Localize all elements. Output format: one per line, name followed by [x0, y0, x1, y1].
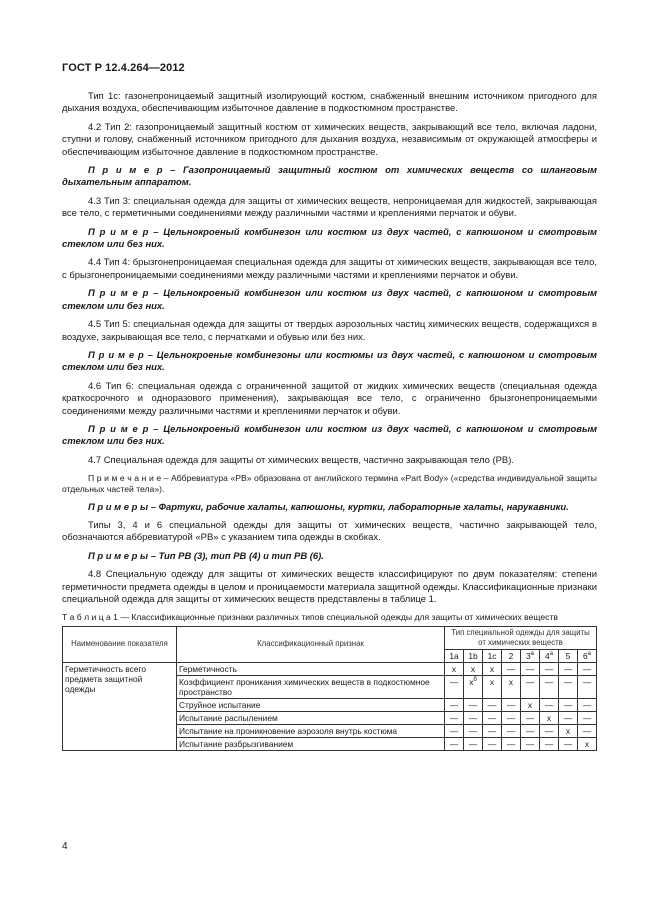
note: П р и м е ч а н и е – Аббревиатура «PB» образована от английского термина «Part Body» («средства индивидуальной защиты отдельных частей тела»). [62, 473, 597, 495]
table-cell-value: — [445, 737, 464, 750]
table-header-name: Наименование показателя [63, 626, 177, 662]
paragraph: 4.7 Специальная одежда для защиты от химических веществ, частично закрывающая тело (PB). [88, 454, 514, 466]
example: П р и м е р ы – Тип PB (3), тип PB (4) и тип PB (6). [88, 550, 324, 562]
document-body [62, 91, 597, 751]
table-cell-value: — [540, 675, 559, 698]
table-cell-value: — [445, 675, 464, 698]
table-header-sign: Классификационный признак [177, 626, 445, 662]
type-header-5: 5 [559, 649, 578, 662]
table-cell-value: — [578, 675, 597, 698]
type-header-2: 2 [502, 649, 521, 662]
table-cell-value: — [540, 724, 559, 737]
example: П р и м е р – Цельнокроеный комбинезон или костюм из двух частей, с капюшоном и смотровым стеклом или без них. [62, 423, 597, 448]
table-cell-value: — [464, 737, 483, 750]
table-cell-value: — [445, 711, 464, 724]
table-cell-value: — [502, 711, 521, 724]
table-cell-value: — [502, 724, 521, 737]
paragraph: 4.2 Тип 2: газопроницаемый защитный костюм от химических веществ, закрывающий все тело, включая ладони, ступни и голову, снабженный источником пригодного для дыхания воздуха, независимым от окружающей атмосферы и обеспечивающим избыточное давление в подкостюмном пространстве. [62, 121, 597, 158]
table-cell-value: — [578, 711, 597, 724]
paragraph: 4.5 Тип 5: специальная одежда для защиты от твердых аэрозольных частиц химических веществ, содержащихся в воздухе, закрывающая все тело, с перчатками и обувью или без них. [62, 319, 597, 343]
table-group-label: Герметичность всего предмета защитной одежды [63, 662, 177, 750]
table-cell-value: x [540, 711, 559, 724]
table-cell-value: — [483, 711, 502, 724]
example: П р и м е р – Цельнокроеные комбинезоны или костюмы из двух частей, с капюшоном и смотровым стеклом или без них. [62, 349, 597, 374]
paragraph: 4.6 Тип 6: специальная одежда с ограниченной защитой от жидких химических веществ (специальная одежда краткосрочного и одноразового применения), закрывающая все тело, с ограниченно брызгонепроницаемыми соединениями между различными частями и креплениями перчаток и обуви. [62, 380, 597, 417]
table-cell-value: x [521, 698, 540, 711]
table-cell-sign: Испытание разбрызгиванием [177, 737, 445, 750]
table-cell-value: — [521, 675, 540, 698]
table-cell-value: — [464, 698, 483, 711]
table-cell-value: — [445, 698, 464, 711]
document-header: ГОСТ Р 12.4.264—2012 [62, 62, 185, 74]
table-cell-value: — [464, 711, 483, 724]
table-cell-value: x [502, 675, 521, 698]
table-cell-value: $x^б$ [464, 675, 483, 698]
table-cell-value: — [502, 662, 521, 675]
classification-table [62, 626, 597, 751]
table-cell-value: — [540, 698, 559, 711]
type-header-3: $3^а$ [521, 649, 540, 662]
table-header-types: Тип специальной одежды для защиты от химических веществ [445, 626, 597, 649]
type-header-1c: 1c [483, 649, 502, 662]
table-cell-value: — [578, 724, 597, 737]
table-cell-value: — [540, 662, 559, 675]
table-cell-value: — [445, 724, 464, 737]
table-cell-value: — [464, 724, 483, 737]
table-cell-value: — [483, 698, 502, 711]
table-cell-value: — [521, 711, 540, 724]
table-cell-value: — [559, 662, 578, 675]
example: П р и м е р – Цельнокроеный комбинезон или костюм из двух частей, с капюшоном и смотровым стеклом или без них. [62, 226, 597, 251]
table-cell-sign: Герметичность [177, 662, 445, 675]
table-cell-value: x [483, 662, 502, 675]
example: П р и м е р – Газопроницаемый защитный костюм от химических веществ со шланговым дыхательным аппаратом. [62, 165, 597, 189]
example: П р и м е р – Цельнокроеный комбинезон или костюм из двух частей, с капюшоном и смотровым стеклом или без них. [62, 288, 597, 312]
table-cell-sign: Испытание распылением [177, 711, 445, 724]
table-cell-value: — [559, 737, 578, 750]
table-cell-value: — [559, 698, 578, 711]
table-cell-value: x [578, 737, 597, 750]
paragraph: Тип 1c: газонепроницаемый защитный изолирующий костюм, снабженный внешним источником пригодного для дыхания воздуха, обеспечивающим избыточное давление в подкостюмном пространстве. [62, 91, 597, 115]
paragraph: Типы 3, 4 и 6 специальной одежды для защиты от химических веществ, частично закрывающей тело, обозначаются аббревиатурой «PB» с указанием типа одежды в скобках. [62, 519, 597, 544]
table-cell-value: — [502, 698, 521, 711]
table-cell-value: — [559, 675, 578, 698]
paragraph: 4.8 Специальную одежду для защиты от химических веществ классифицируют по двум показателям: степени герметичности предмета одежды в целом и проницаемости материала защитной одежды. Классификационные признаки специальной одежда для защиты от химических веществ представлены в таблице 1. [62, 569, 597, 605]
table-cell-value: — [578, 698, 597, 711]
table-row [63, 662, 597, 675]
example: П р и м е р ы – Фартуки, рабочие халаты, капюшоны, куртки, лабораторные халаты, нарукавники. [88, 501, 569, 513]
table-cell-sign: Испытание на проникновение аэрозоля внутрь костюма [177, 724, 445, 737]
table-caption: Т а б л и ц а 1 — Классификационные признаки различных типов специальной одежды для защиты от химических веществ [62, 612, 558, 623]
table-cell-value: x [445, 662, 464, 675]
type-header-1b: 1b [464, 649, 483, 662]
table-cell-value: — [521, 662, 540, 675]
table-cell-value: — [578, 662, 597, 675]
table-cell-value: x [464, 662, 483, 675]
type-header-4: $4^а$ [540, 649, 559, 662]
table-cell-value: — [502, 737, 521, 750]
paragraph: 4.4 Тип 4: брызгонепроницаемая специальная одежда для защиты от химических веществ, закрывающая все тело, с брызгонепроницаемыми соединениями между различными частями и креплениями перчаток и обуви. [62, 257, 597, 281]
table-cell-value: x [483, 675, 502, 698]
table-cell-value: — [483, 724, 502, 737]
table-cell-value: — [559, 711, 578, 724]
type-header-6: $6^а$ [578, 649, 597, 662]
table-cell-value: — [540, 737, 559, 750]
table-cell-sign: Коэффициент проникания химических веществ в подкостюмное пространство [177, 675, 445, 698]
paragraph: 4.3 Тип 3: специальная одежда для защиты от химических веществ, непроницаемая для жидкостей, закрывающая все тело, с герметичными соединениями между различными частями и креплениями перчаток и обуви. [62, 195, 597, 220]
table-cell-sign: Струйное испытание [177, 698, 445, 711]
page-number: 4 [62, 841, 68, 852]
table-cell-value: x [559, 724, 578, 737]
table-cell-value: — [483, 737, 502, 750]
table-cell-value: — [521, 724, 540, 737]
table-cell-value: — [521, 737, 540, 750]
type-header-1a: 1a [445, 649, 464, 662]
